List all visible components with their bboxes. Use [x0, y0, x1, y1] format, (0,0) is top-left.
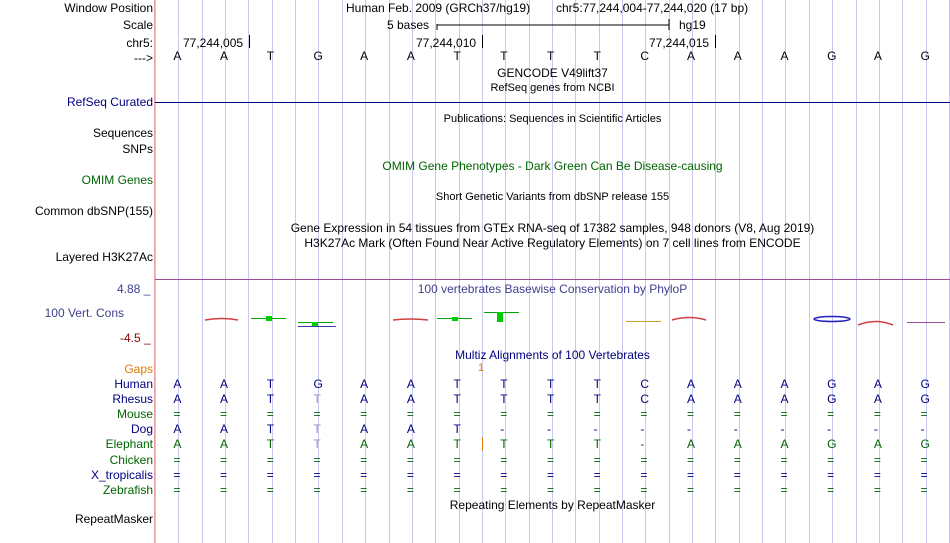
- alignment-base: T: [593, 392, 601, 407]
- alignment-base: =: [220, 452, 228, 467]
- alignment-base: T: [453, 437, 461, 452]
- alignment-base: =: [640, 407, 648, 422]
- alignment-base: -: [640, 422, 645, 437]
- alignment-base: A: [220, 392, 229, 407]
- alignment-base: =: [593, 452, 601, 467]
- alignment-base: =: [500, 407, 508, 422]
- db-label: hg19: [679, 18, 706, 32]
- coord-label: 77,244,015: [649, 36, 710, 50]
- alignment-base: =: [920, 407, 928, 422]
- alignment-base: =: [733, 467, 741, 482]
- alignment-base: A: [173, 422, 182, 437]
- alignment-base: =: [546, 482, 554, 497]
- alignment-base: A: [173, 392, 182, 407]
- alignment-base: =: [687, 467, 695, 482]
- alignment-base: =: [500, 452, 508, 467]
- sequence-base: T: [593, 49, 601, 63]
- alignment-base: =: [266, 467, 274, 482]
- alignment-base: =: [406, 482, 414, 497]
- species-label[interactable]: X_tropicalis: [90, 467, 153, 482]
- sequence-base: T: [266, 49, 275, 63]
- alignment-base: =: [313, 467, 321, 482]
- alignment-base: A: [780, 377, 789, 391]
- alignment-base: =: [873, 407, 881, 422]
- alignment-base: =: [920, 482, 928, 497]
- coord-label: 77,244,005: [183, 36, 244, 50]
- alignment-base: =: [406, 407, 414, 422]
- sequence-base: T: [500, 49, 508, 63]
- alignment-base: A: [687, 377, 696, 391]
- alignment-base: =: [313, 407, 321, 422]
- alignment-base: A: [360, 422, 369, 437]
- cons-bar: [907, 322, 945, 323]
- alignment-base: A: [733, 377, 742, 391]
- alignment-base: A: [406, 437, 415, 452]
- alignment-base: -: [920, 422, 925, 437]
- chrom-label: chr5:: [126, 36, 153, 50]
- alignment-base: =: [546, 407, 554, 422]
- alignment-base: C: [640, 392, 650, 407]
- alignment-base: T: [593, 437, 601, 452]
- cons-bar: [626, 321, 661, 322]
- sequence-base: A: [360, 49, 369, 63]
- alignment-base: T: [313, 437, 321, 452]
- dbsnp-track-label[interactable]: Common dbSNP(155): [34, 204, 153, 218]
- alignment-base: =: [780, 482, 788, 497]
- alignment-base: =: [827, 482, 835, 497]
- cons-track-label[interactable]: 100 Vert. Cons: [44, 306, 124, 320]
- cons-arc: [393, 319, 428, 320]
- alignment-base: A: [873, 377, 882, 391]
- alignment-base: =: [593, 407, 601, 422]
- sequence-base: G: [313, 49, 323, 63]
- alignment-base: =: [453, 452, 461, 467]
- alignment-base: T: [453, 377, 461, 391]
- alignment-base: =: [266, 482, 274, 497]
- species-label[interactable]: Chicken: [109, 452, 153, 467]
- alignment-base: A: [220, 422, 229, 437]
- sequence-base: T: [453, 49, 461, 63]
- cons-max-label: 4.88 _: [117, 282, 151, 296]
- alignment-base: =: [173, 467, 181, 482]
- alignment-base: =: [313, 452, 321, 467]
- alignment-base: T: [453, 392, 461, 407]
- h3k27ac-track-title[interactable]: H3K27Ac Mark (Often Found Near Active Regulatory Elements) on 7 cell lines from ENCODE: [304, 236, 801, 250]
- cons-arc: [205, 319, 238, 321]
- alignment-base: C: [640, 377, 650, 391]
- alignment-base: =: [780, 452, 788, 467]
- sequence-base: A: [220, 49, 229, 63]
- alignment-base: =: [173, 407, 181, 422]
- repeatmasker-track-title[interactable]: Repeating Elements by RepeatMasker: [449, 498, 656, 512]
- alignment-base: -: [500, 422, 505, 437]
- alignment-base: =: [827, 452, 835, 467]
- alignment-base: =: [220, 482, 228, 497]
- omim-track-label[interactable]: OMIM Genes: [81, 173, 153, 187]
- snps-track-label[interactable]: SNPs: [122, 142, 153, 156]
- alignment-base: =: [266, 452, 274, 467]
- alignment-base: =: [733, 407, 741, 422]
- alignment-base: A: [873, 392, 882, 407]
- species-label[interactable]: Dog: [130, 422, 153, 437]
- sequence-base: A: [873, 49, 882, 63]
- alignment-base: =: [220, 467, 228, 482]
- sequence-base: G: [827, 49, 837, 63]
- sequence-base: A: [687, 49, 696, 63]
- alignment-base: =: [920, 467, 928, 482]
- alignment-base: G: [920, 377, 930, 391]
- refseq-track-subtitle: RefSeq genes from NCBI: [490, 82, 615, 94]
- alignment-base: -: [827, 422, 832, 437]
- alignment-base: =: [220, 407, 228, 422]
- alignment-base: T: [266, 422, 275, 437]
- alignment-base: G: [827, 437, 837, 452]
- alignment-base: =: [593, 482, 601, 497]
- alignment-base: T: [546, 392, 555, 407]
- alignment-base: =: [640, 482, 648, 497]
- alignment-base: =: [687, 452, 695, 467]
- cons-bar: [298, 326, 336, 327]
- alignment-base: T: [313, 422, 321, 437]
- alignment-base: =: [173, 452, 181, 467]
- position-text: chr5:77,244,004-77,244,020 (17 bp): [556, 1, 749, 15]
- alignment-base: -: [733, 422, 738, 437]
- alignment-base: T: [500, 377, 508, 391]
- sequence-base: T: [546, 49, 555, 63]
- omim-track-title[interactable]: OMIM Gene Phenotypes - Dark Green Can Be Disease-causing: [382, 159, 723, 173]
- alignment-base: T: [266, 437, 275, 452]
- alignment-base: A: [873, 437, 882, 452]
- repeatmasker-track-label[interactable]: RepeatMasker: [74, 512, 153, 526]
- sequence-base: A: [406, 49, 415, 63]
- alignment-base: =: [546, 452, 554, 467]
- window-position-label: Window Position: [64, 1, 153, 15]
- alignment-base: =: [733, 452, 741, 467]
- alignment-base: A: [780, 437, 789, 452]
- alignment-base: G: [920, 437, 930, 452]
- sequence-base: A: [780, 49, 789, 63]
- alignment-base: A: [406, 422, 415, 437]
- alignment-base: A: [220, 377, 229, 391]
- species-label[interactable]: Mouse: [116, 407, 153, 422]
- alignment-base: =: [313, 482, 321, 497]
- alignment-base: =: [827, 407, 835, 422]
- alignment-base: G: [827, 377, 837, 391]
- sequence-base: C: [640, 49, 650, 63]
- alignment-base: A: [360, 377, 369, 391]
- alignment-base: =: [733, 482, 741, 497]
- alignment-base: A: [173, 377, 182, 391]
- alignment-base: -: [593, 422, 598, 437]
- scale-bar-label: 5 bases: [387, 18, 430, 32]
- alignment-base: T: [453, 422, 461, 437]
- refseq-track-label[interactable]: RefSeq Curated: [66, 95, 153, 109]
- dbsnp-track-title[interactable]: Short Genetic Variants from dbSNP release 155: [435, 191, 670, 203]
- species-label[interactable]: Elephant: [105, 437, 153, 452]
- alignment-base: T: [500, 392, 508, 407]
- alignment-base: =: [453, 407, 461, 422]
- sequence-base: G: [920, 49, 930, 63]
- alignment-base: T: [593, 377, 601, 391]
- alignment-base: =: [873, 482, 881, 497]
- scale-label: Scale: [122, 18, 153, 32]
- species-label[interactable]: Zebrafish: [102, 482, 153, 497]
- alignment-base: -: [546, 422, 551, 437]
- sequences-track-label[interactable]: Sequences: [92, 126, 153, 140]
- alignment-base: A: [687, 392, 696, 407]
- alignment-base: A: [780, 392, 789, 407]
- gaps-label: Gaps: [124, 362, 153, 376]
- cons-arc: [672, 318, 706, 321]
- alignment-base: =: [453, 482, 461, 497]
- alignment-base: =: [640, 467, 648, 482]
- alignment-base: =: [500, 482, 508, 497]
- alignment-base: A: [406, 392, 415, 407]
- alignment-base: =: [640, 452, 648, 467]
- alignment-base: A: [733, 437, 742, 452]
- phylop-track-title[interactable]: 100 vertebrates Basewise Conservation by PhyloP: [417, 282, 688, 296]
- gap-count-marker: 1: [478, 362, 485, 374]
- sequence-base: A: [733, 49, 742, 63]
- alignment-base: A: [360, 392, 369, 407]
- alignment-base: T: [500, 437, 508, 452]
- alignment-base: G: [920, 392, 930, 407]
- alignment-base: T: [546, 377, 555, 391]
- alignment-base: =: [360, 452, 368, 467]
- alignment-base: =: [687, 407, 695, 422]
- alignment-base: A: [360, 437, 369, 452]
- alignment-base: =: [873, 467, 881, 482]
- sequence-base: A: [173, 49, 182, 63]
- alignment-base: =: [780, 467, 788, 482]
- multiz-track-title[interactable]: Multiz Alignments of 100 Vertebrates: [455, 348, 650, 362]
- alignment-base: A: [220, 437, 229, 452]
- alignment-base: =: [827, 467, 835, 482]
- alignment-base: =: [360, 482, 368, 497]
- alignment-base: =: [780, 407, 788, 422]
- coord-label: 77,244,010: [416, 36, 477, 50]
- alignment-base: -: [780, 422, 785, 437]
- alignment-base: =: [873, 452, 881, 467]
- alignment-base: A: [733, 392, 742, 407]
- alignment-base: A: [406, 377, 415, 391]
- alignment-base: =: [406, 467, 414, 482]
- publications-track-title[interactable]: Publications: Sequences in Scientific Articles: [443, 113, 662, 125]
- alignment-base: T: [266, 377, 275, 391]
- alignment-base: -: [640, 437, 645, 452]
- alignment-base: T: [546, 437, 555, 452]
- alignment-base: -: [687, 422, 692, 437]
- alignment-base: =: [546, 467, 554, 482]
- alignment-base: A: [173, 437, 182, 452]
- alignment-base: T: [313, 392, 321, 407]
- h3k27ac-track-label[interactable]: Layered H3K27Ac: [55, 250, 153, 264]
- species-label[interactable]: Rhesus: [112, 392, 153, 407]
- alignment-base: -: [873, 422, 878, 437]
- alignment-base: T: [266, 392, 275, 407]
- alignment-base: =: [266, 407, 274, 422]
- strand-label[interactable]: --->: [134, 51, 153, 65]
- cons-min-label: -4.5 _: [120, 331, 151, 345]
- cons-bar: [452, 317, 458, 321]
- gtex-track-title[interactable]: Gene Expression in 54 tissues from GTEx RNA-seq of 17382 samples, 948 donors (V8, Aug 2019): [290, 221, 815, 235]
- cons-bar: [266, 316, 272, 321]
- alignment-base: =: [360, 407, 368, 422]
- alignment-base: =: [920, 452, 928, 467]
- cons-arc: [858, 322, 893, 326]
- alignment-base: =: [687, 482, 695, 497]
- alignment-base: =: [360, 467, 368, 482]
- alignment-base: =: [593, 467, 601, 482]
- alignment-base: A: [687, 437, 696, 452]
- gencode-track-title[interactable]: GENCODE V49lift37: [497, 66, 608, 80]
- species-label[interactable]: Human: [114, 377, 153, 391]
- alignment-base: =: [453, 467, 461, 482]
- alignment-base: G: [313, 377, 323, 391]
- cons-bar: [497, 312, 503, 322]
- alignment-base: =: [406, 452, 414, 467]
- alignment-base: =: [500, 467, 508, 482]
- alignment-base: =: [173, 482, 181, 497]
- alignment-base: G: [827, 392, 837, 407]
- assembly-text: Human Feb. 2009 (GRCh37/hg19): [346, 1, 531, 15]
